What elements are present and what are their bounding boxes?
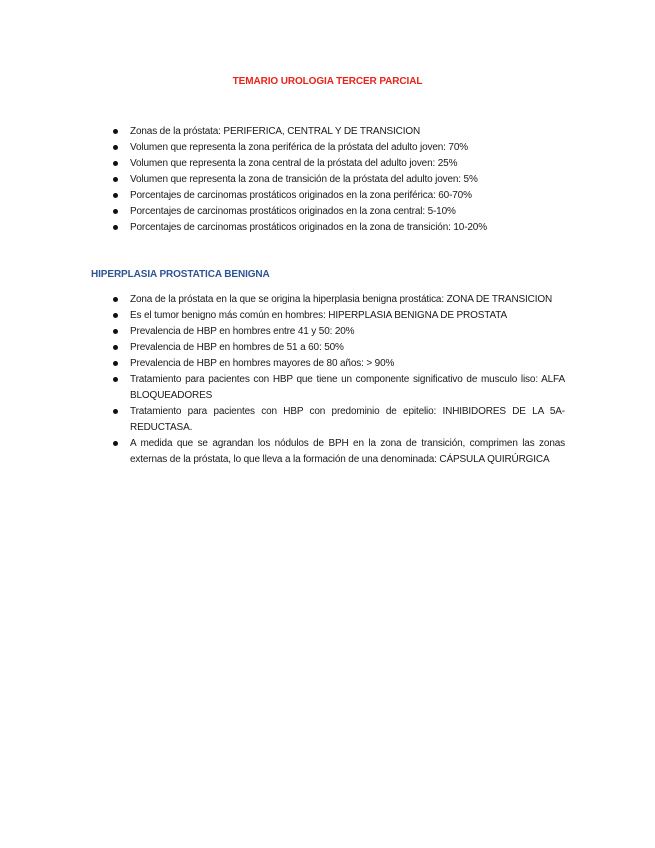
list-item	[113, 292, 565, 308]
bullet-icon	[113, 193, 118, 198]
bullet-icon	[113, 209, 118, 214]
list-item	[113, 308, 565, 324]
list-item	[113, 204, 565, 220]
list-item	[113, 140, 565, 156]
bullet-icon	[113, 361, 118, 366]
bullet-icon	[113, 345, 118, 350]
list-item	[113, 404, 565, 436]
list-item-text: Zonas de la próstata: PERIFERICA, CENTRAL Y DE TRANSICION	[130, 126, 421, 137]
list-item-text: A medida que se agrandan los nódulos de BPH en la zona de transición, comprimen las zonas externas de la próstata, lo que lleva a la formación de una denominada: CÁPSULA QUIRÚRGICA	[130, 438, 565, 465]
list-item	[113, 220, 565, 236]
bullet-icon	[113, 145, 118, 150]
list-item-text: Prevalencia de HBP en hombres entre 41 y 50: 20%	[130, 326, 355, 337]
list-item	[113, 340, 565, 356]
bullet-icon	[113, 129, 118, 134]
bullet-icon	[113, 313, 118, 318]
bullet-icon	[113, 161, 118, 166]
list-item-text: Zona de la próstata en la que se origina la hiperplasia benigna prostática: ZONA DE TRANSICION	[130, 294, 553, 305]
list-item	[113, 172, 565, 188]
list-item	[113, 124, 565, 140]
list-item-text: Volumen que representa la zona de transición de la próstata del adulto joven: 5%	[130, 174, 478, 185]
list-item	[113, 324, 565, 340]
bullet-icon	[113, 377, 118, 382]
list-item-text: Porcentajes de carcinomas prostáticos originados en la zona de transición: 10-20%	[130, 222, 487, 233]
list-item	[113, 372, 565, 404]
list-item	[113, 436, 565, 468]
document-title: TEMARIO UROLOGIA TERCER PARCIAL	[232, 76, 423, 87]
list-item-text: Es el tumor benigno más común en hombres: HIPERPLASIA BENIGNA DE PROSTATA	[130, 310, 507, 321]
list-item	[113, 356, 565, 372]
prostate-zones-list	[113, 124, 565, 236]
bullet-icon	[113, 329, 118, 334]
list-item-text: Prevalencia de HBP en hombres mayores de 80 años: > 90%	[130, 358, 395, 369]
hiperplasia-list	[113, 292, 565, 468]
bullet-icon	[113, 225, 118, 230]
list-item-text: Prevalencia de HBP en hombres de 51 a 60: 50%	[130, 342, 344, 353]
bullet-icon	[113, 441, 118, 446]
list-item-text: Tratamiento para pacientes con HBP que tiene un componente significativo de musculo liso: ALFA BLOQUEADORES	[130, 374, 565, 401]
list-item-text: Volumen que representa la zona central de la próstata del adulto joven: 25%	[130, 158, 458, 169]
list-item-text: Tratamiento para pacientes con HBP con predominio de epitelio: INHIBIDORES DE LA 5A-REDUCTASA.	[130, 406, 565, 433]
bullet-icon	[113, 297, 118, 302]
list-item-text: Porcentajes de carcinomas prostáticos originados en la zona periférica: 60-70%	[130, 190, 472, 201]
section-heading-hiperplasia: HIPERPLASIA PROSTATICA BENIGNA	[91, 269, 270, 280]
list-item	[113, 156, 565, 172]
list-item-text: Volumen que representa la zona periférica de la próstata del adulto joven: 70%	[130, 142, 468, 153]
list-item-text: Porcentajes de carcinomas prostáticos originados en la zona central: 5-10%	[130, 206, 456, 217]
bullet-icon	[113, 177, 118, 182]
bullet-icon	[113, 409, 118, 414]
list-item	[113, 188, 565, 204]
